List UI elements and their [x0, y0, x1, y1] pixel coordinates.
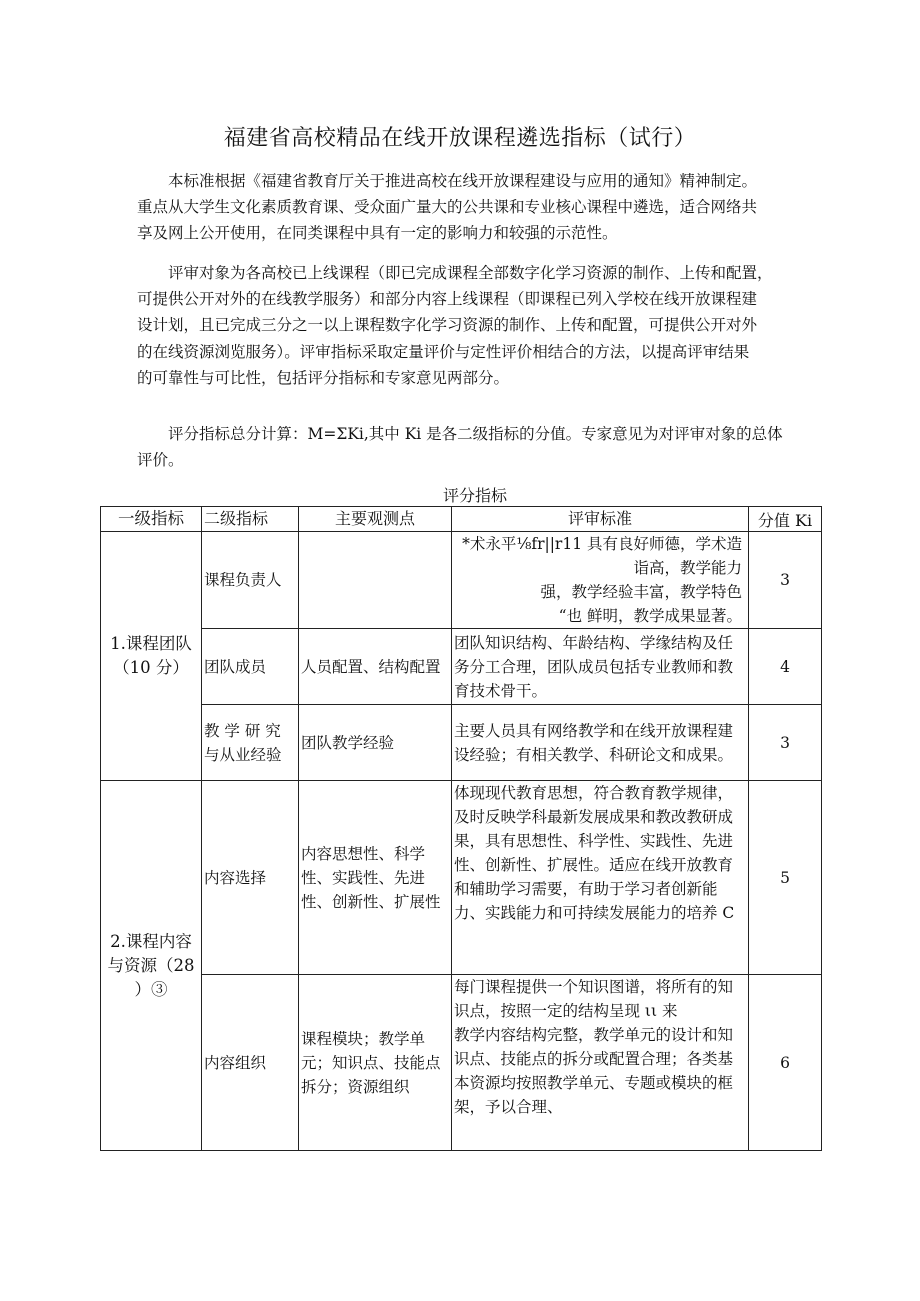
score-cell: 5 — [749, 781, 822, 975]
table-row — [101, 629, 822, 705]
score-cell: 6 — [749, 975, 822, 1151]
review-object-paragraph — [137, 260, 827, 391]
intro-paragraph — [137, 168, 827, 247]
paragraph-line: 的可靠性与可比性，包括评分指标和专家意见两部分。 — [137, 368, 510, 387]
table-caption: 评分指标 — [442, 486, 507, 505]
level2-cell: 内容选择 — [202, 781, 299, 975]
table-row — [101, 975, 822, 1151]
score-cell: 4 — [749, 629, 822, 705]
level1-cell: 2.课程内容 与资源（28 ）③ — [101, 781, 202, 1151]
table-row — [101, 532, 822, 629]
level2-cell: 课程负责人 — [202, 532, 299, 629]
paragraph-line: 的在线资源浏览服务）。评审指标采取定量评价与定性评价相结合的方法，以提高评审结果 — [137, 342, 750, 361]
header-criteria: 评审标准 — [452, 507, 749, 532]
criteria-cell: 每门课程提供一个知识图谱，将所有的知识点，按照一定的结构呈现 ιι 来 教学内容结构完整，教学单元的设计和知识点、技能点的拆分或配置合理；各类基本资源均按照教学单元、专题或模块的框架，予以合理、 — [452, 975, 749, 1151]
level2-cell: 教 学 研 究 与从业经验 — [202, 705, 299, 781]
observation-cell: 内容思想性、科学性、实践性、先进性、创新性、扩展性 — [299, 781, 452, 975]
table-header-row — [101, 507, 822, 532]
document-title: 福建省高校精品在线开放课程遴选指标（试行） — [223, 126, 697, 151]
observation-cell: 课程模块；教学单元；知识点、技能点拆分；资源组织 — [299, 975, 452, 1151]
table-row — [101, 781, 822, 975]
paragraph-line: 重点从大学生文化素质教育课、受众面广量大的公共课和专业核心课程中遴选，适合网络共 — [137, 198, 758, 217]
paragraph-line: 设计划，且已完成三分之一以上课程数字化学习资源的制作、上传和配置，可提供公开对外 — [137, 316, 758, 335]
paragraph-line: 本标准根据《福建省教育厅关于推进高校在线开放课程建设与应用的通知》精神制定。 — [168, 172, 758, 190]
observation-cell: 团队教学经验 — [299, 705, 452, 781]
paragraph-line: 评价。 — [137, 451, 184, 470]
score-cell: 3 — [749, 532, 822, 629]
criteria-cell: 体现现代教育思想，符合教育教学规律，及时反映学科最新发展成果和教改教研成果，具有思想性、科学性、实践性、先进性、创新性、扩展性。适应在线开放教育和辅助学习需要，有助于学习者创新能力、实践能力和可持续发展能力的培养 C — [452, 781, 749, 975]
header-level1: 一级指标 — [101, 507, 202, 532]
score-cell: 3 — [749, 705, 822, 781]
paragraph-line: 享及网上公开使用，在同类课程中具有一定的影响力和较强的示范性。 — [137, 224, 618, 243]
paragraph-line: 评分指标总分计算：M=ΣKi,其中 Ki 是各二级指标的分值。专家意见为对评审对象的总体 — [168, 425, 783, 443]
criteria-cell: 主要人员具有网络教学和在线开放课程建设经验；有相关教学、科研论文和成果。 — [452, 705, 749, 781]
observation-cell: 人员配置、结构配置 — [299, 629, 452, 705]
criteria-cell: *术永平⅛fr||r11 具有良好师德，学术造诣高，教学能力 强，教学经验丰富，教学特色 “也 鲜明，教学成果显著。 — [452, 532, 749, 629]
header-score: 分值 Ki — [749, 507, 822, 532]
criteria-cell: 团队知识结构、年龄结构、学缘结构及任务分工合理，团队成员包括专业教师和教育技术骨干。 — [452, 629, 749, 705]
paragraph-line: 评审对象为各高校已上线课程（即已完成课程全部数字化学习资源的制作、上传和配置， — [168, 264, 773, 282]
level2-cell: 内容组织 — [202, 975, 299, 1151]
level2-cell: 团队成员 — [202, 629, 299, 705]
header-observation: 主要观测点 — [299, 507, 452, 532]
score-formula-paragraph — [137, 421, 827, 473]
scoring-table — [100, 506, 822, 1151]
observation-cell — [299, 532, 452, 629]
level1-cell: 1.课程团队 （10 分） — [101, 532, 202, 781]
paragraph-line: 可提供公开对外的在线教学服务）和部分内容上线课程（即课程已列入学校在线开放课程建 — [137, 290, 758, 309]
table-row — [101, 705, 822, 781]
header-level2: 二级指标 — [202, 507, 299, 532]
